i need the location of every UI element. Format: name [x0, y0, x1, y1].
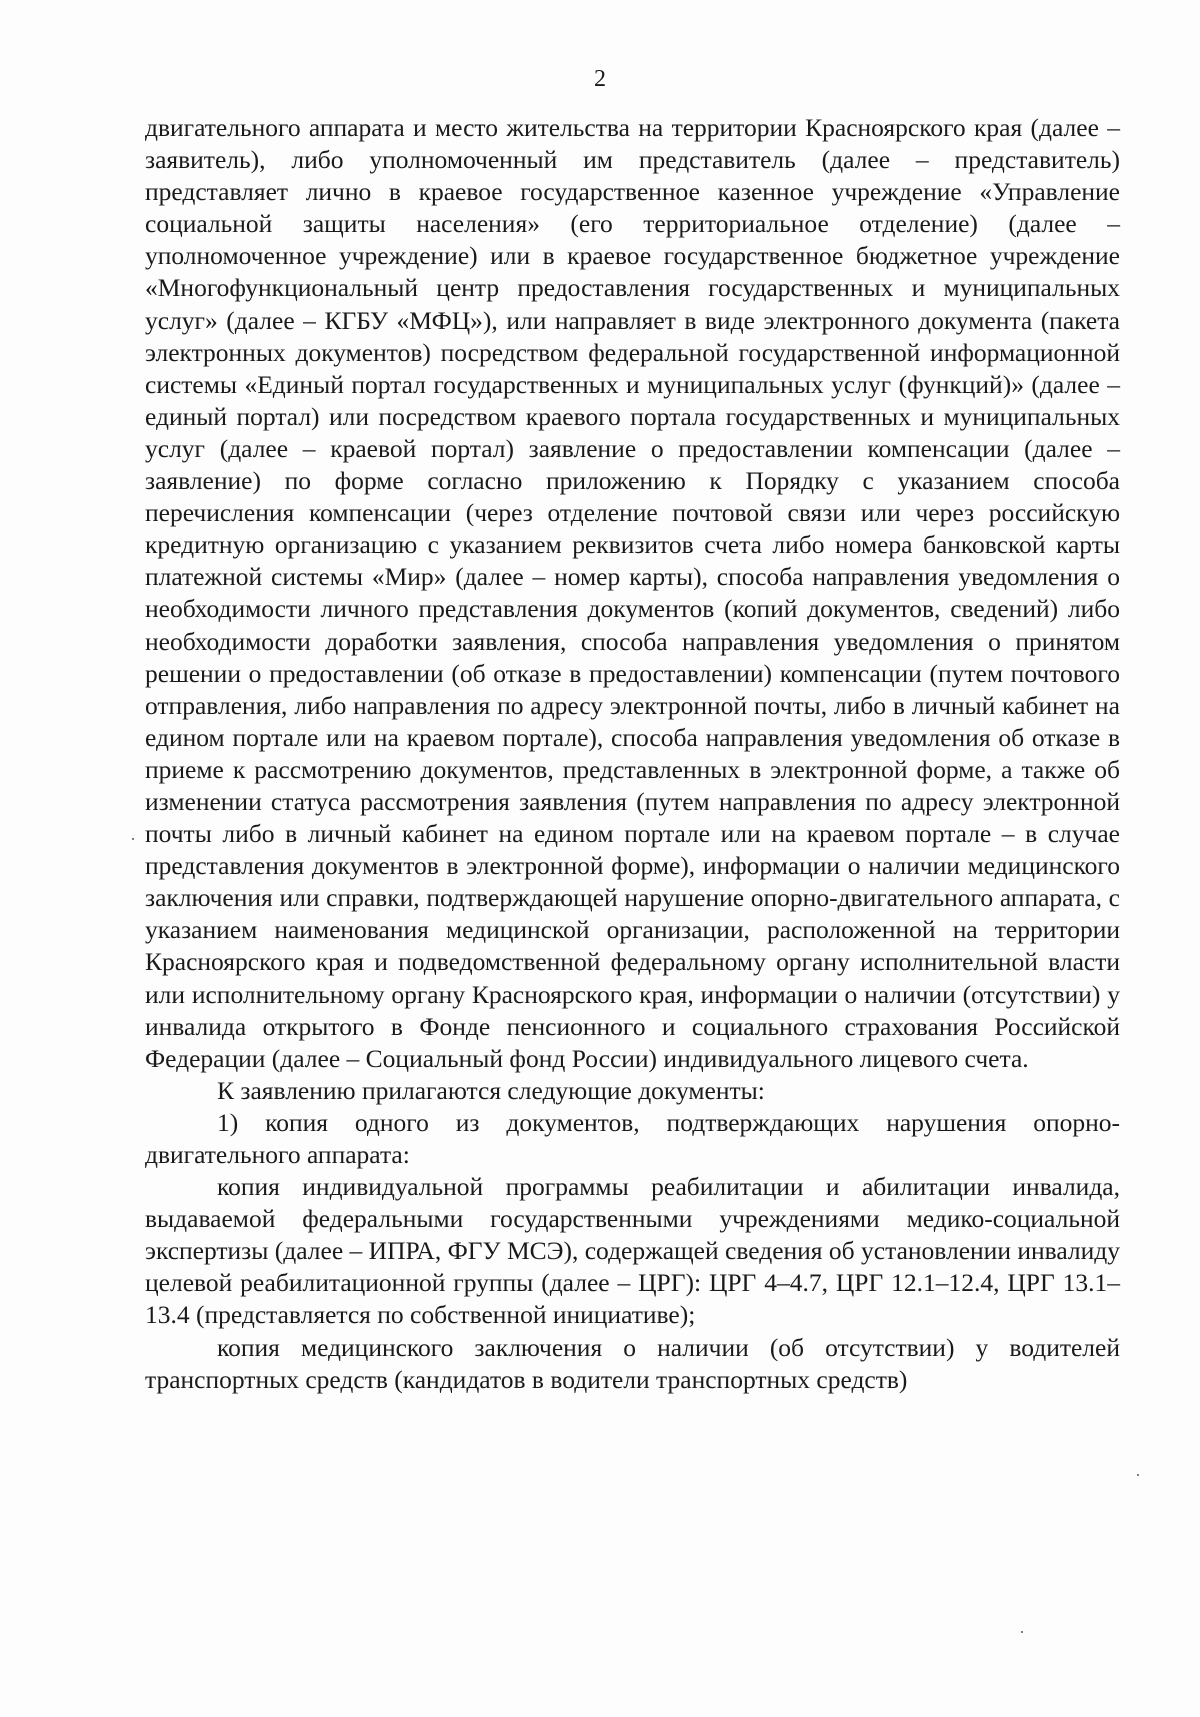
page-number: 2 — [594, 66, 606, 92]
scan-speck — [1021, 1631, 1023, 1633]
paragraph-1: двигательного аппарата и место жительства на территории Красноярского края (далее – заявитель), либо уполномоченный им представитель (далее – представитель) представляет лично в краевое государственное казенное учреждение «Управление социальной защиты населения» (его территориальное отделение) (далее – уполномоченное учреждение) или в краевое государственное бюджетное учреждение «Многофункциональный центр предоставления государственных и муниципальных услуг» (далее – КГБУ «МФЦ»), или направляет в виде электронного документа (пакета электронных документов) посредством федеральной государственной информационной системы «Единый портал государственных и муниципальных услуг (функций)» (далее – единый портал) или посредством краевого портала государственных и муниципальных услуг (далее – краевой портал) заявление о предоставлении компенсации (далее – заявление) по форме согласно приложению к Порядку с указанием способа перечисления компенсации (через отделение почтовой связи или через российскую кредитную организацию с указанием реквизитов счета либо номера банковской карты платежной системы «Мир» (далее – номер карты), способа направления уведомления о необходимости личного представления документов (копий документов, сведений) либо необходимости доработки заявления, способа направления уведомления о принятом решении о предоставлении (об отказе в предоставлении) компенсации (путем почтового отправления, либо направления по адресу электронной почты, либо в личный кабинет на едином портале или на краевом портале), способа направления уведомления об отказе в приеме к рассмотрению документов, представленных в электронной форме, а также об изменении статуса рассмотрения заявления (путем направления по адресу электронной почты либо в личный кабинет на едином портале или на краевом портале – в случае представления документов в электронной форме), информации о наличии медицинского заключения или справки, подтверждающей нарушение опорно-двигательного аппарата, с указанием наименования медицинской организации, расположенной на территории Красноярского края и подведомственной федеральному органу исполнительной власти или исполнительному органу Красноярского края, информации о наличии (отсутствии) у инвалида открытого в Фонде пенсионного и социального страхования Российской Федерации (далее – Социальный фонд России) индивидуального лицевого счета. — [145, 113, 1120, 1073]
paragraph-5: копия медицинского заключения о наличии (об отсутствии) у водителей транспортных средств (кандидатов в водители транспортных средств) — [145, 1332, 1120, 1394]
document-body — [145, 112, 1120, 1396]
paragraph-2: К заявлению прилагаются следующие документы: — [217, 1075, 765, 1105]
scan-speck — [1137, 1474, 1139, 1476]
paragraph-3: 1) копия одного из документов, подтверждающих нарушения опорно-двигательного аппарата: — [145, 1107, 1120, 1169]
paragraph-4: копия индивидуальной программы реабилитации и абилитации инвалида, выдаваемой федеральными государственными учреждениями медико-социальной экспертизы (далее – ИПРА, ФГУ МСЭ), содержащей сведения об установлении инвалиду целевой реабилитационной группы (далее – ЦРГ): ЦРГ 4–4.7, ЦРГ 12.1–12.4, ЦРГ 13.1–13.4 (представляется по собственной инициативе); — [145, 1172, 1120, 1330]
scan-speck — [132, 838, 134, 840]
